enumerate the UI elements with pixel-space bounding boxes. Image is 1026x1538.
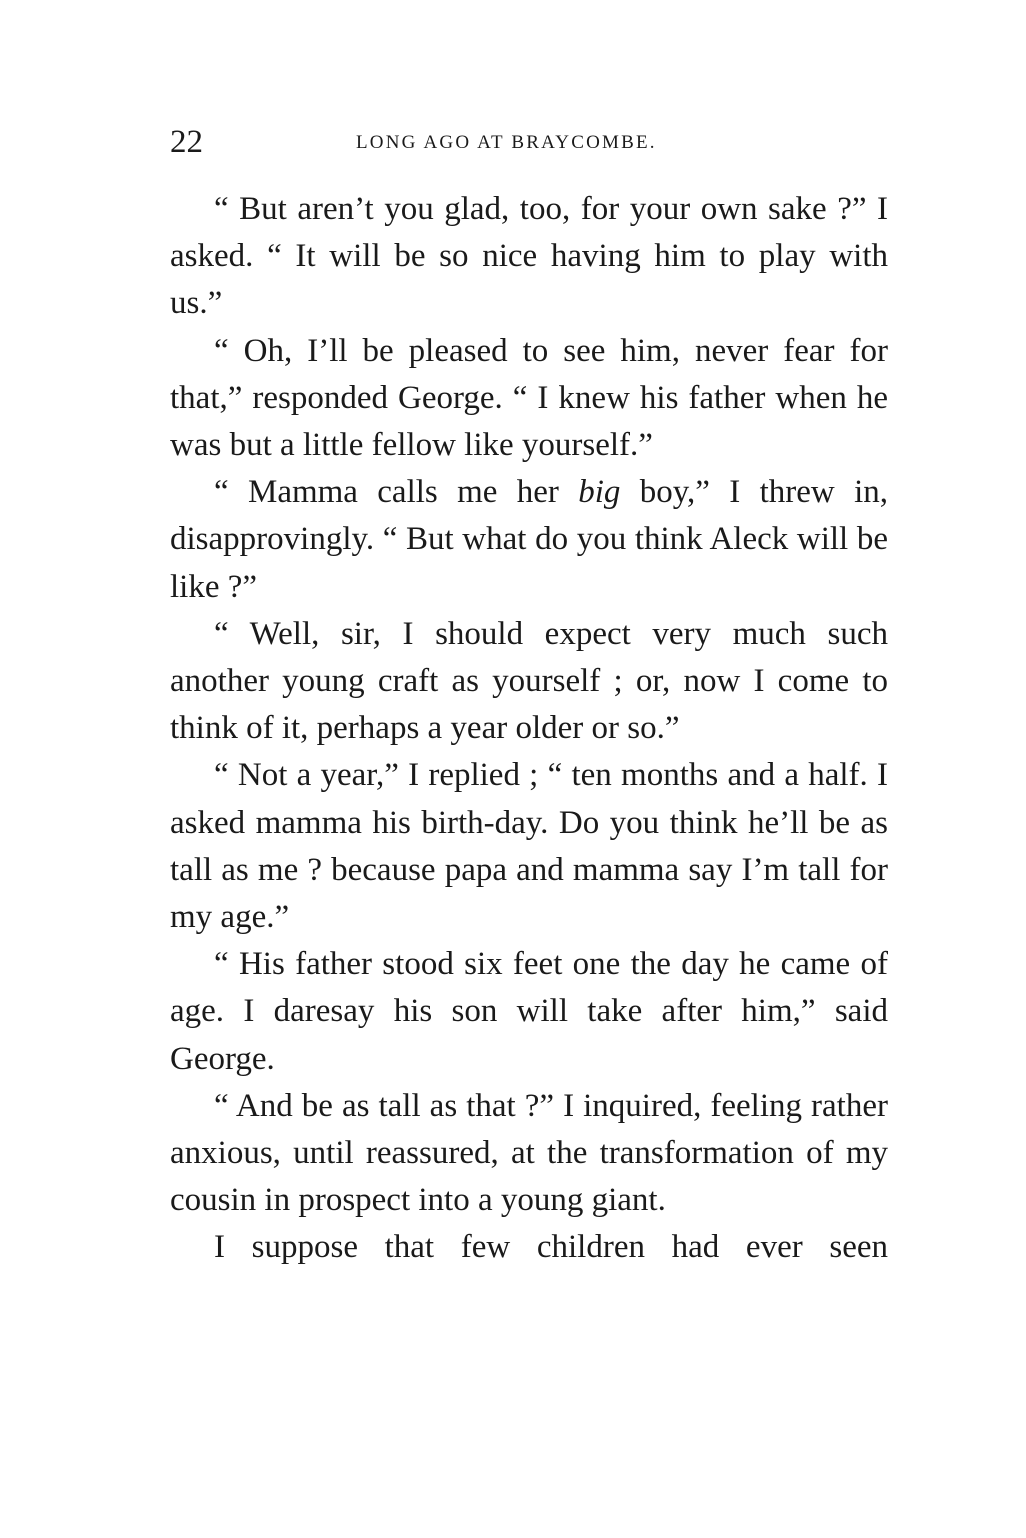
page-number: 22 <box>170 124 203 160</box>
page-header <box>170 122 890 162</box>
paragraph-3 <box>170 469 888 611</box>
paragraph-8: I suppose that few children had ever seen <box>214 1229 888 1266</box>
paragraph-3-emphasis: big <box>578 474 621 511</box>
paragraph-7: “ And be as tall as that ?” I inquired, feeling rather anxious, until reassured, at the transformation of my cousin in prospect into a young giant. <box>170 1087 888 1219</box>
paragraph-1: “ But aren’t you glad, too, for your own sake ?” I asked. “ It will be so nice having him to play with us.” <box>170 191 888 322</box>
paragraph-3-after: boy,” I threw in, disapprovingly. “ But what do you think Aleck will be like ?” <box>170 474 888 605</box>
body-text <box>170 186 888 1272</box>
running-title: LONG AGO AT BRAYCOMBE. <box>356 132 657 153</box>
paragraph-4: “ Well, sir, I should expect very much such another young craft as yourself ; or, now I come to think of it, perhaps a year older or so.” <box>170 615 888 747</box>
paragraph-6: “ His father stood six feet one the day he came of age. I daresay his son will take after him,” said George. <box>170 946 888 1077</box>
paragraph-2: “ Oh, I’ll be pleased to see him, never fear for that,” responded George. “ I knew his father when he was but a little fellow like yourself.” <box>170 332 888 464</box>
paragraph-5: “ Not a year,” I replied ; “ ten months and a half. I asked mamma his birth-day. Do you think he’ll be as tall as me ? because papa and mamma say I’m tall for my age.” <box>170 757 888 936</box>
paragraph-3-before: “ Mamma calls me her <box>214 474 579 511</box>
